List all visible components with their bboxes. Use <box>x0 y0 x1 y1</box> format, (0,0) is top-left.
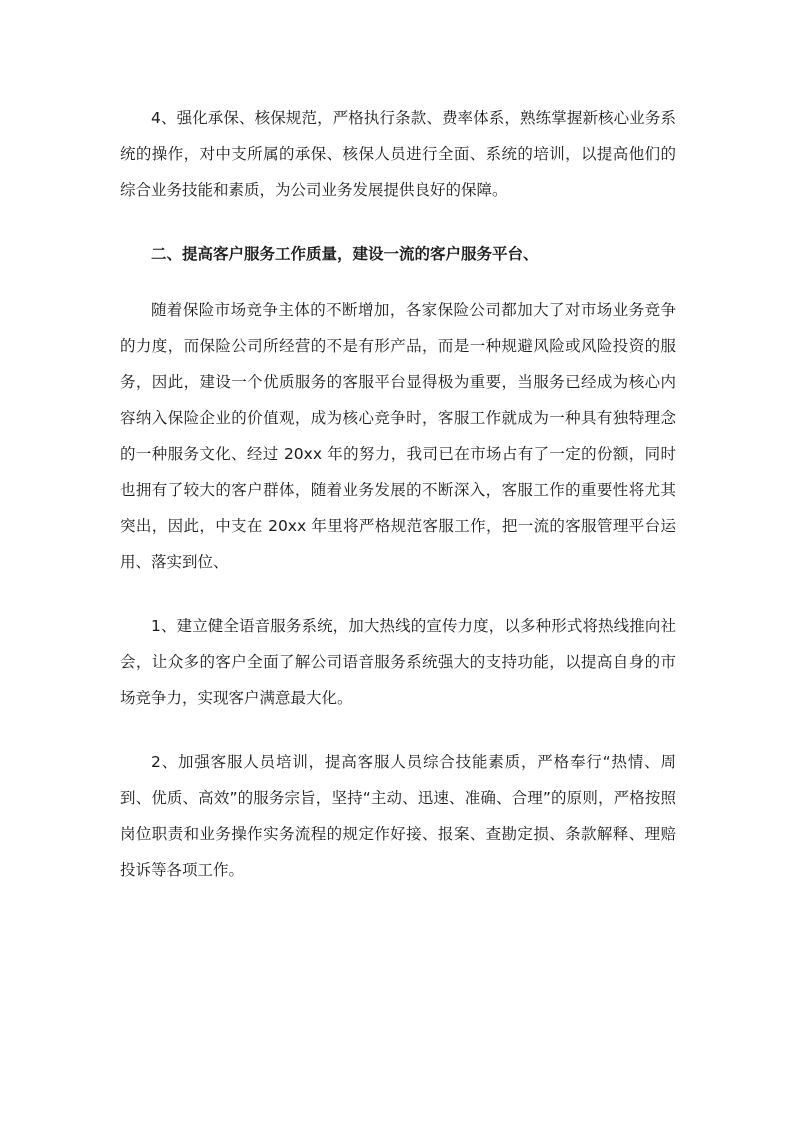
paragraph-underwriting: 4、强化承保、核保规范，严格执行条款、费率体系，熟练掌握新核心业务系统的操作，对中支所属的承保、核保人员进行全面、系统的培训，以提高他们的综合业务技能和素质，为公司业务发展提供良好的保障。 <box>120 109 676 199</box>
paragraph-market-competition: 随着保险市场竞争主体的不断增加，各家保险公司都加大了对市场业务竞争的力度，而保险公司所经营的不是有形产品，而是一种规避风险或风险投资的服务，因此，建设一个优质服务的客服平台显得极为重要，当服务已经成为核心内容纳入保险企业的价值观，成为核心竞争时，客服工作就成为一种具有独特理念的一种服务文化、经过 20xx 年的努力，我司已在市场占有了一定的份额，同时也拥有了较大的客户群体，随着业务发展的不断深入，客服工作的重要性将尤其突出，因此，中支在 20xx 年里将严格规范客服工作，把一流的客服管理平台运用、落实到位、 <box>120 301 676 571</box>
document-body <box>120 100 676 916</box>
section-heading-customer-service: 二、提高客户服务工作质量，建设一流的客户服务平台、 <box>151 245 539 263</box>
paragraph-staff-training: 2、加强客服人员培训，提高客服人员综合技能素质，严格奉行“热情、周到、优质、高效”的服务宗旨，坚持“主动、迅速、准确、合理”的原则，严格按照岗位职责和业务操作实务流程的规定作好接、报案、查勘定损、条款解释、理赔投诉等各项工作。 <box>120 753 676 879</box>
paragraph-voice-service: 1、建立健全语音服务系统，加大热线的宣传力度，以多种形式将热线推向社会，让众多的客户全面了解公司语音服务系统强大的支持功能，以提高自身的市场竞争力，实现客户满意最大化。 <box>120 617 676 707</box>
